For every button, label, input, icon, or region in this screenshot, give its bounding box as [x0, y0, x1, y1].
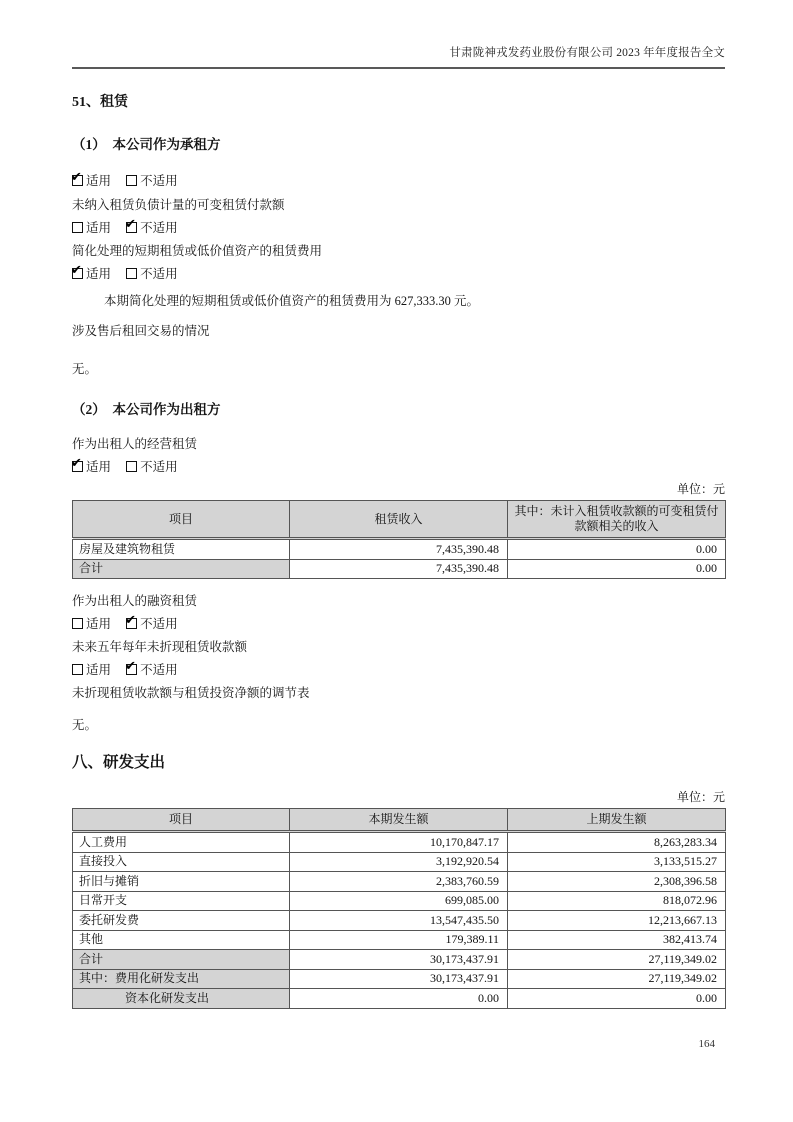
cell-current: 3,192,920.54: [290, 852, 508, 872]
cell-item: 资本化研发支出: [73, 989, 290, 1009]
operating-lease-table: [72, 500, 726, 579]
applicability-line-operating: [72, 459, 725, 475]
table-row: [73, 539, 726, 560]
not-apply-label: 不适用: [140, 460, 178, 474]
not-apply-label: 不适用: [140, 221, 178, 235]
subsection-2-heading: （2） 本公司作为出租方: [72, 402, 221, 417]
table-row-expensed: [73, 969, 726, 989]
checkbox-not-apply: [126, 664, 137, 675]
checkbox-not-apply: [126, 268, 137, 279]
page-number: 164: [698, 1038, 715, 1050]
cell-prior: 818,072.96: [508, 891, 726, 911]
apply-label: 适用: [86, 267, 112, 281]
cell-prior: 27,119,349.02: [508, 969, 726, 989]
checkbox-apply: [72, 664, 83, 675]
column-header-income: 租赁收入: [290, 501, 508, 539]
table-row: [73, 930, 726, 950]
apply-label: 适用: [86, 174, 112, 188]
finance-lease-label: 作为出租人的融资租赁: [72, 594, 198, 608]
table-row-total: [73, 950, 726, 970]
applicability-line-finance: [72, 616, 725, 632]
column-header-item: 项目: [73, 501, 290, 539]
table-row: [73, 872, 726, 892]
operating-lease-label: 作为出租人的经营租赁: [72, 437, 198, 451]
cell-item: 其他: [73, 930, 290, 950]
cell-income: 7,435,390.48: [290, 539, 508, 560]
checkbox-apply: [72, 268, 83, 279]
checkbox-apply: [72, 175, 83, 186]
section-51-heading: 51、租赁: [72, 95, 128, 110]
cell-prior: 8,263,283.34: [508, 832, 726, 853]
table-row-total: [73, 559, 726, 579]
column-header-current: 本期发生额: [290, 809, 508, 832]
cell-prior: 27,119,349.02: [508, 950, 726, 970]
variable-payments-label: 未纳入租赁负债计量的可变租赁付款额: [72, 198, 285, 212]
apply-label: 适用: [86, 221, 112, 235]
cell-item: 人工费用: [73, 832, 290, 853]
checkbox-apply: [72, 222, 83, 233]
table-header-row: [73, 501, 726, 539]
table-row: [73, 852, 726, 872]
cell-current: 30,173,437.91: [290, 950, 508, 970]
table-header-row: [73, 809, 726, 832]
cell-prior: 0.00: [508, 989, 726, 1009]
checkbox-not-apply: [126, 222, 137, 233]
applicability-line-simplified: [72, 266, 725, 282]
table-row: [73, 832, 726, 853]
future-receipts-label: 未来五年每年未折现租赁收款额: [72, 640, 248, 654]
cell-item: 日常开支: [73, 891, 290, 911]
section-8-heading: 八、研发支出: [72, 754, 166, 771]
column-header-variable: 其中：未计入租赁收款额的可变租赁付款额相关的收入: [508, 501, 726, 539]
unit-label: 单位：元: [676, 482, 725, 496]
cell-variable: 0.00: [508, 539, 726, 560]
subsection-1-heading: （1） 本公司作为承租方: [72, 137, 221, 152]
not-apply-label: 不适用: [140, 174, 178, 188]
cell-current: 699,085.00: [290, 891, 508, 911]
cell-current: 2,383,760.59: [290, 872, 508, 892]
column-header-item: 项目: [73, 809, 290, 832]
sale-leaseback-value: 无。: [72, 362, 98, 376]
cell-current: 13,547,435.50: [290, 911, 508, 931]
document-header-title: 甘肃陇神戎发药业股份有限公司 2023 年年度报告全文: [72, 44, 725, 69]
cell-prior: 382,413.74: [508, 930, 726, 950]
cell-prior: 3,133,515.27: [508, 852, 726, 872]
unit-label: 单位：元: [676, 790, 725, 804]
cell-item: 直接投入: [73, 852, 290, 872]
cell-current: 10,170,847.17: [290, 832, 508, 853]
applicability-line-variable: [72, 220, 725, 236]
simplified-lease-note: 本期简化处理的短期租赁或低价值资产的租赁费用为 627,333.30 元。: [104, 294, 480, 308]
simplified-lease-label: 简化处理的短期租赁或低价值资产的租赁费用: [72, 244, 323, 258]
cell-income: 7,435,390.48: [290, 559, 508, 579]
cell-item: 折旧与摊销: [73, 872, 290, 892]
sale-leaseback-label: 涉及售后租回交易的情况: [72, 324, 210, 338]
apply-label: 适用: [86, 460, 112, 474]
not-apply-label: 不适用: [140, 617, 178, 631]
apply-label: 适用: [86, 663, 112, 677]
checkbox-not-apply: [126, 618, 137, 629]
cell-item: 其中：费用化研发支出: [73, 969, 290, 989]
not-apply-label: 不适用: [140, 663, 178, 677]
apply-label: 适用: [86, 617, 112, 631]
cell-current: 0.00: [290, 989, 508, 1009]
applicability-line-future: [72, 662, 725, 678]
cell-prior: 12,213,667.13: [508, 911, 726, 931]
cell-item: 合计: [73, 559, 290, 579]
checkbox-apply: [72, 461, 83, 472]
cell-prior: 2,308,396.58: [508, 872, 726, 892]
applicability-line-main: [72, 173, 725, 189]
table-row: [73, 891, 726, 911]
cell-current: 30,173,437.91: [290, 969, 508, 989]
cell-variable: 0.00: [508, 559, 726, 579]
checkbox-apply: [72, 618, 83, 629]
cell-item: 合计: [73, 950, 290, 970]
cell-item: 委托研发费: [73, 911, 290, 931]
cell-item: 房屋及建筑物租赁: [73, 539, 290, 560]
rd-expenditure-table: [72, 808, 726, 1009]
table-row: [73, 911, 726, 931]
table-row-capitalized: [73, 989, 726, 1009]
column-header-prior: 上期发生额: [508, 809, 726, 832]
reconciliation-value: 无。: [72, 718, 98, 732]
checkbox-not-apply: [126, 175, 137, 186]
reconciliation-label: 未折现租赁收款额与租赁投资净额的调节表: [72, 686, 310, 700]
checkbox-not-apply: [126, 461, 137, 472]
not-apply-label: 不适用: [140, 267, 178, 281]
cell-current: 179,389.11: [290, 930, 508, 950]
